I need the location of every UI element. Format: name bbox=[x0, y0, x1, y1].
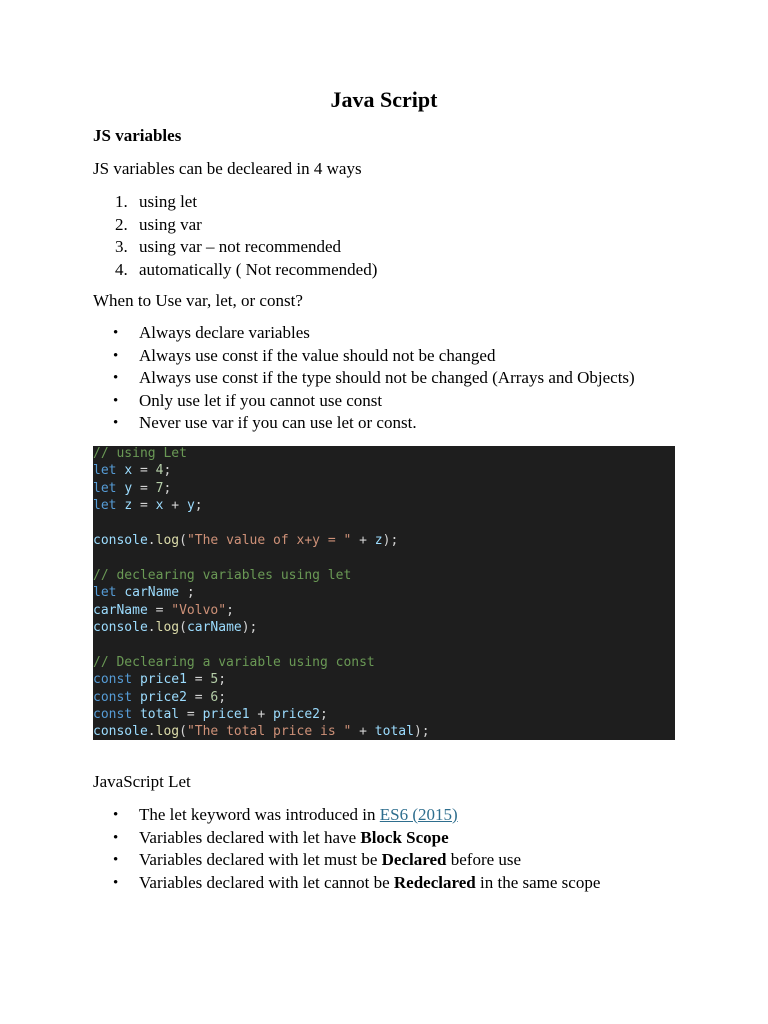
bullet-icon: • bbox=[113, 370, 119, 387]
code-line: const price1 = 5; bbox=[93, 672, 227, 688]
code-line: console.log(carName); bbox=[93, 620, 258, 635]
es6-link[interactable]: ES6 (2015) bbox=[379, 805, 458, 824]
list-item bbox=[93, 237, 377, 260]
list-item bbox=[93, 192, 377, 215]
ways-list bbox=[93, 192, 377, 282]
code-block bbox=[93, 446, 675, 740]
when-to-use-list bbox=[93, 323, 635, 436]
bullet-icon: • bbox=[113, 807, 119, 823]
code-line: console.log("The value of x+y = " + z); bbox=[93, 533, 399, 548]
list-item-text: using var bbox=[139, 214, 202, 234]
list-item bbox=[93, 413, 635, 436]
code-line: // Declearing a variable using const bbox=[93, 654, 375, 670]
list-item bbox=[93, 805, 600, 828]
list-item-text: The let keyword was introduced in bbox=[139, 805, 380, 824]
list-item-text: using let bbox=[139, 192, 198, 211]
code-line: let z = x + y; bbox=[93, 498, 203, 514]
intro-paragraph: JS variables can be decleared in 4 ways bbox=[93, 159, 362, 178]
list-item bbox=[93, 215, 377, 238]
list-item-text: Always use const if the value should not be changed bbox=[139, 345, 496, 365]
bullet-icon: • bbox=[113, 325, 119, 341]
list-item bbox=[93, 391, 635, 414]
document-title: Java Script bbox=[330, 87, 438, 112]
list-item bbox=[93, 323, 635, 346]
code-line: // declearing variables using let bbox=[93, 567, 352, 583]
bold-term: Redeclared bbox=[393, 872, 476, 892]
list-item-text: Never use var if you can use let or const. bbox=[139, 413, 417, 433]
code-line: // using Let bbox=[93, 446, 187, 461]
code-line: console.log("The total price is " + total); bbox=[93, 724, 430, 740]
list-item-text: Always declare variables bbox=[139, 323, 310, 342]
javascript-let-heading: JavaScript Let bbox=[93, 772, 191, 791]
list-item-text: Variables declared with let have bbox=[139, 827, 361, 847]
list-item bbox=[93, 346, 635, 369]
bullet-icon: • bbox=[113, 347, 119, 364]
bold-term: Declared bbox=[381, 850, 447, 870]
code-line: let carName ; bbox=[93, 585, 195, 601]
bullet-icon: • bbox=[113, 852, 119, 869]
when-to-use-paragraph: When to Use var, let, or const? bbox=[93, 291, 303, 310]
list-item-tail: before use bbox=[446, 850, 522, 870]
list-item-text: Only use let if you cannot use const bbox=[139, 390, 383, 410]
bold-term: Block Scope bbox=[360, 827, 449, 847]
code-line: const price2 = 6; bbox=[93, 689, 227, 705]
list-item bbox=[93, 873, 600, 896]
code-line: carName = "Volvo"; bbox=[93, 602, 234, 618]
list-item-text: using var – not recommended bbox=[139, 237, 342, 257]
list-number: 4. bbox=[115, 259, 128, 279]
bullet-icon: • bbox=[113, 829, 119, 846]
section-heading-js-variables: JS variables bbox=[93, 126, 182, 145]
list-item-text: Variables declared with let cannot be bbox=[139, 872, 394, 892]
list-item bbox=[93, 850, 600, 873]
let-facts-list bbox=[93, 805, 600, 895]
list-item bbox=[93, 828, 600, 851]
list-item bbox=[93, 260, 377, 283]
list-item bbox=[93, 368, 635, 391]
list-number: 3. bbox=[115, 237, 128, 257]
code-line: const total = price1 + price2; bbox=[93, 707, 328, 722]
list-item-text: automatically ( Not recommended) bbox=[139, 259, 378, 279]
code-line: let x = 4; bbox=[93, 463, 172, 479]
list-number: 2. bbox=[115, 214, 128, 234]
bullet-icon: • bbox=[113, 392, 119, 409]
bullet-icon: • bbox=[113, 415, 119, 432]
list-number: 1. bbox=[115, 192, 128, 211]
list-item-tail: in the same scope bbox=[475, 872, 601, 892]
list-item-text: Always use const if the type should not be changed (Arrays and Objects) bbox=[139, 368, 635, 388]
code-line: let y = 7; bbox=[93, 480, 172, 496]
bullet-icon: • bbox=[113, 874, 119, 891]
list-item-text: Variables declared with let must be bbox=[139, 850, 382, 870]
